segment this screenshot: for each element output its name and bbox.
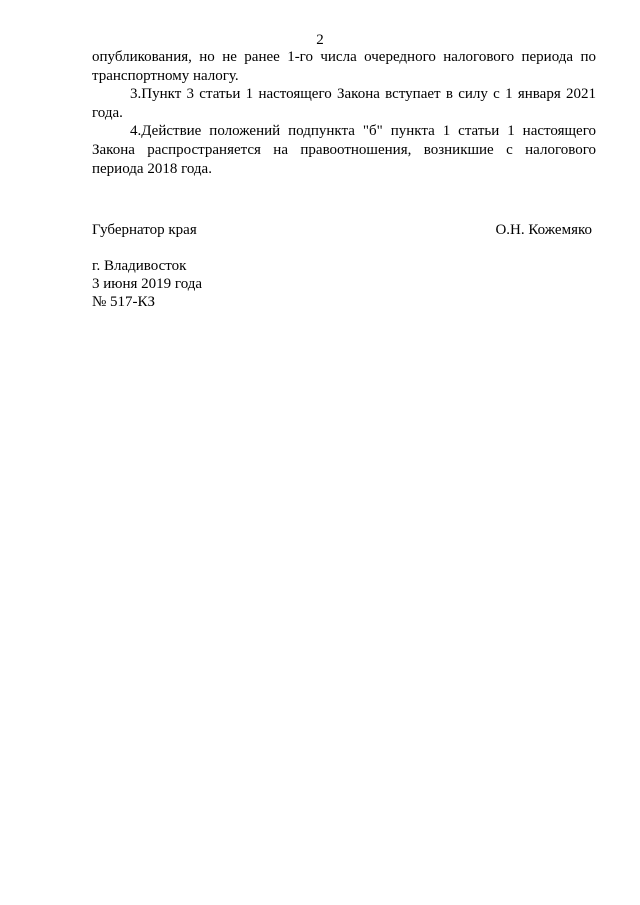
- signatory-name: О.Н. Кожемяко: [495, 222, 592, 238]
- date-line: 3 июня 2019 года: [92, 276, 203, 293]
- paragraph-item-4: 4.Действие положений подпункта "б" пункта 1 статьи 1 настоящего Закона распространяется на правоотношения, возникшие с налогового периода 2018 года.: [92, 123, 596, 177]
- document-details: [92, 257, 202, 312]
- page-number: 2: [316, 32, 324, 48]
- city-line: г. Владивосток: [92, 258, 187, 274]
- signature-block: [92, 221, 592, 241]
- document-body: [92, 48, 596, 178]
- paragraph-continuation: опубликования, но не ранее 1-го числа очередного налогового периода по транспортному налогу.: [92, 49, 596, 84]
- document-number: № 517-КЗ: [92, 294, 156, 311]
- paragraph-item-3: 3.Пункт 3 статьи 1 настоящего Закона вступает в силу с 1 января 2021 года.: [92, 86, 596, 121]
- signatory-title: Губернатор края: [92, 222, 197, 238]
